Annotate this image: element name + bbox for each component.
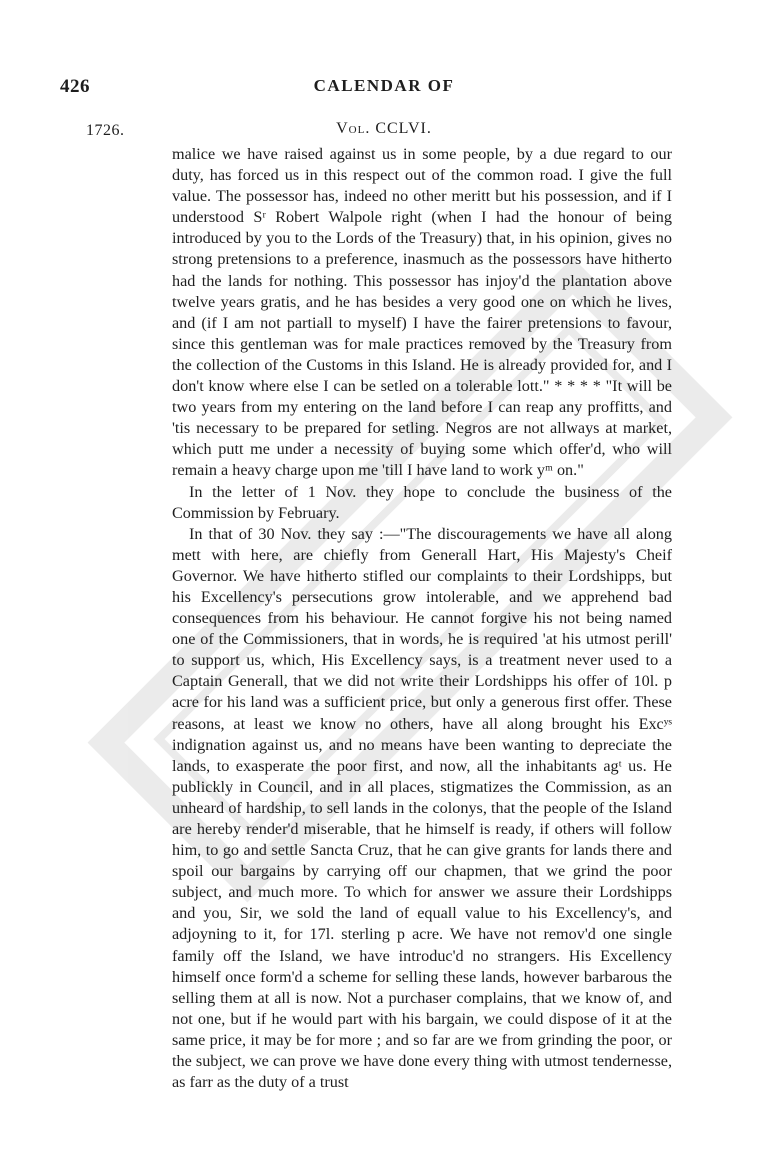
volume-heading: [0, 120, 768, 138]
page-number: 426: [60, 76, 90, 97]
year-marginal: 1726.: [86, 122, 125, 139]
paragraph-letter-30-nov: In that of 30 Nov. they say :—"The discouragements we have all along mett with here, are chiefly from Generall Hart, His Majesty's Cheif Governor. We have hitherto stifled our complaints to their Lordshipps, but his Excellency's persecutions grow intolerable, and we apprehend bad consequences from his behaviour. He cannot forgive his not being named one of the Commissioners, that in words, he is required 'at his utmost perill' to support us, which, His Excellency says, is a treatment never used to a Captain Generall, that we did not write their Lordshipps his offer of 10l. p acre for his land was a sufficient price, but only a generous first offer. These reasons, at least we know no others, have all along brought his Excʸˢ indignation against us, and no means have been wanting to depreciate the lands, to exasperate the poor first, and now, all the inhabitants agᵗ us. He publickly in Council, and in all places, stigmatizes the Commission, as an unheard of hardship, to sell lands in the colonys, that the people of the Island are hereby render'd miserable, that he himself is ready, if others will follow him, to go and settle Sancta Cruz, that he can give grants for lands there and spoil our bargains by carrying off our chapmen, that we grind the poor subject, and much more. To which for answer we assure their Lordshipps and you, Sir, we sold the land of equall value to his Excellency's, and adjoyning to it, for 17l. sterling p acre. We have not remov'd one single family off the Island, we have introduc'd no strangers. His Excellency himself once form'd a scheme for selling these lands, however barbarous the selling them at all is now. Not a purchaser complains, that we know of, and not one, but if he would part with his bargain, we could dispose of it at the same price, it may be for more ; and so far are we from grinding the poor, or the subject, we can prove we have done every thing with utmost tendernesse, as farr as the duty of a trust: [172, 524, 672, 1092]
paragraph-continuation: malice we have raised against us in some people, by a due regard to our duty, has forced us in this respect out of the common road. I give the full value. The possessor has, indeed no other meritt but his possession, and if I understood Sʳ Robert Walpole right (when I had the honour of being introduced by you to the Lords of the Treasury) that, in his opinion, gives no strong pretensions to a preference, inasmuch as the possessors have hitherto had the lands for nothing. This possessor has injoy'd the plantation above twelve years gratis, and he has besides a very good one on which he lives, and (if I am not partiall to myself) I have the fairer pretensions to favour, since this gentleman was for male practices removed by the Treasury from the collection of the Customs in this Island. He is already provided for, and I don't know where else I can be setled on a tolerable lott." * * * * "It will be two years from my entering on the land before I can reap any proffitts, and 'tis necessary to be prepared for setling. Negros are not allways at market, which putt me under a necessity of buying some which offer'd, who will remain a heavy charge upon me 'till I have land to work yᵐ on.": [172, 145, 672, 480]
paragraph-letter-1-nov: In the letter of 1 Nov. they hope to conclude the business of the Commission by February.: [172, 482, 672, 522]
document-body: [172, 144, 672, 1093]
running-head: CALENDAR OF: [313, 76, 455, 95]
volume-label: Vol. CCLVI.: [336, 120, 432, 137]
